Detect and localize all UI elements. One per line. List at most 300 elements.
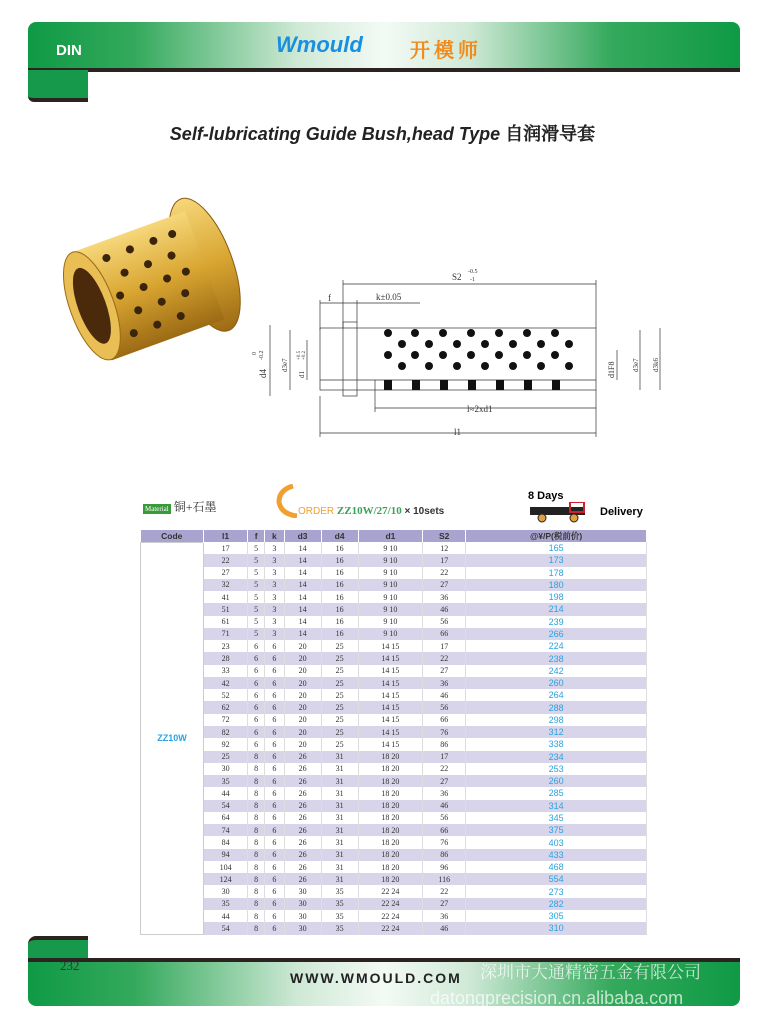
- table-cell: 14 15: [358, 640, 422, 652]
- dim-s2-tol-lower: -1: [470, 277, 475, 283]
- table-row: [141, 701, 647, 713]
- brand-logo: Wmould: [276, 32, 363, 57]
- dim-l: l≈2xd1: [467, 404, 493, 414]
- table-cell: 22: [423, 652, 466, 664]
- price-cell: 468: [466, 861, 647, 873]
- table-cell: 18 20: [358, 775, 422, 787]
- table-row: [141, 898, 647, 910]
- table-cell: 8: [248, 812, 265, 824]
- table-cell: 61: [204, 616, 248, 628]
- table-cell: 5: [248, 579, 265, 591]
- table-cell: 25: [204, 751, 248, 763]
- table-cell: 116: [423, 873, 466, 885]
- watermark-company: 深圳市大通精密五金有限公司: [480, 963, 701, 982]
- table-cell: 8: [248, 800, 265, 812]
- table-cell: 6: [265, 812, 284, 824]
- table-cell: 54: [204, 800, 248, 812]
- table-cell: 18 20: [358, 824, 422, 836]
- table-cell: 8: [248, 910, 265, 922]
- order-label: ORDER: [298, 506, 335, 517]
- price-cell: 345: [466, 812, 647, 824]
- table-cell: 94: [204, 849, 248, 861]
- table-cell: 6: [265, 910, 284, 922]
- table-cell: 35: [204, 898, 248, 910]
- table-cell: 46: [423, 603, 466, 615]
- table-cell: 9 10: [358, 591, 422, 603]
- table-cell: 8: [248, 836, 265, 848]
- table-cell: 26: [284, 787, 321, 799]
- price-cell: 239: [466, 616, 647, 628]
- table-cell: 6: [265, 701, 284, 713]
- table-cell: 25: [321, 738, 358, 750]
- table-cell: 14: [284, 591, 321, 603]
- table-cell: 14: [284, 603, 321, 615]
- table-cell: 31: [321, 824, 358, 836]
- table-cell: 86: [423, 738, 466, 750]
- table-row: [141, 677, 647, 689]
- table-row: [141, 652, 647, 664]
- table-cell: 27: [423, 665, 466, 677]
- table-row: [141, 689, 647, 701]
- table-row: [141, 849, 647, 861]
- table-cell: 18 20: [358, 800, 422, 812]
- table-cell: 6: [265, 824, 284, 836]
- table-cell: 18 20: [358, 836, 422, 848]
- table-cell: 18 20: [358, 751, 422, 763]
- table-cell: 31: [321, 775, 358, 787]
- table-cell: 17: [423, 751, 466, 763]
- price-cell: 310: [466, 922, 647, 934]
- table-cell: 56: [423, 701, 466, 713]
- table-cell: 72: [204, 714, 248, 726]
- column-header: l1: [204, 530, 248, 542]
- table-cell: 35: [321, 910, 358, 922]
- dim-l1: l1: [454, 427, 462, 437]
- price-cell: 264: [466, 689, 647, 701]
- table-cell: 6: [265, 763, 284, 775]
- table-row: [141, 542, 647, 554]
- table-cell: 30: [284, 910, 321, 922]
- table-cell: 22: [423, 763, 466, 775]
- table-cell: 18 20: [358, 873, 422, 885]
- table-cell: 16: [321, 616, 358, 628]
- table-cell: 26: [284, 800, 321, 812]
- price-cell: 260: [466, 775, 647, 787]
- table-cell: 6: [248, 701, 265, 713]
- table-cell: 6: [265, 677, 284, 689]
- table-row: [141, 873, 647, 885]
- table-cell: 25: [321, 714, 358, 726]
- table-cell: 25: [321, 701, 358, 713]
- website-link[interactable]: WWW.WMOULD.COM: [290, 970, 462, 986]
- material-info: [143, 498, 217, 515]
- table-cell: 8: [248, 824, 265, 836]
- price-cell: 165: [466, 542, 647, 554]
- table-cell: 9 10: [358, 628, 422, 640]
- table-cell: 26: [284, 824, 321, 836]
- price-cell: 198: [466, 591, 647, 603]
- page-number: 232: [60, 958, 80, 973]
- table-cell: 25: [321, 726, 358, 738]
- dim-d4-tol-upper: 0: [252, 352, 258, 355]
- table-cell: 6: [265, 714, 284, 726]
- dim-d4-tol-lower: -0.2: [259, 350, 265, 360]
- table-cell: 3: [265, 542, 284, 554]
- table-cell: 26: [284, 751, 321, 763]
- table-cell: 23: [204, 640, 248, 652]
- table-cell: 22 24: [358, 922, 422, 934]
- column-header: @¥/P(税前价): [466, 530, 647, 542]
- price-cell: 403: [466, 836, 647, 848]
- table-cell: 5: [248, 603, 265, 615]
- dim-d1-tol-lower: +0.2: [302, 350, 307, 360]
- table-cell: 14: [284, 567, 321, 579]
- order-qty: × 10sets: [404, 506, 445, 517]
- table-cell: 6: [265, 775, 284, 787]
- table-cell: 16: [321, 542, 358, 554]
- table-cell: 56: [423, 812, 466, 824]
- order-code: ZZ10W/27/10: [336, 505, 402, 517]
- table-cell: 14: [284, 616, 321, 628]
- table-row: [141, 885, 647, 897]
- table-cell: 17: [423, 640, 466, 652]
- table-cell: 20: [284, 689, 321, 701]
- table-cell: 6: [265, 922, 284, 934]
- table-cell: 20: [284, 640, 321, 652]
- table-cell: 35: [321, 885, 358, 897]
- price-cell: 266: [466, 628, 647, 640]
- table-cell: 44: [204, 787, 248, 799]
- table-row: [141, 640, 647, 652]
- table-row: [141, 763, 647, 775]
- table-cell: 27: [423, 579, 466, 591]
- table-cell: 27: [423, 775, 466, 787]
- table-row: [141, 922, 647, 934]
- table-cell: 9 10: [358, 542, 422, 554]
- table-cell: 20: [284, 701, 321, 713]
- header-band: [28, 22, 740, 72]
- table-cell: 14: [284, 579, 321, 591]
- price-cell: 173: [466, 554, 647, 566]
- table-cell: 36: [423, 787, 466, 799]
- table-cell: 6: [265, 873, 284, 885]
- table-cell: 3: [265, 603, 284, 615]
- table-cell: 17: [423, 554, 466, 566]
- table-cell: 16: [321, 603, 358, 615]
- table-cell: 30: [204, 885, 248, 897]
- table-cell: 31: [321, 873, 358, 885]
- table-row: [141, 591, 647, 603]
- dim-f: f: [328, 293, 331, 303]
- table-cell: 22 24: [358, 898, 422, 910]
- price-cell: 338: [466, 738, 647, 750]
- table-cell: 42: [204, 677, 248, 689]
- table-cell: 36: [423, 910, 466, 922]
- table-cell: 14 15: [358, 665, 422, 677]
- table-cell: 14 15: [358, 726, 422, 738]
- table-cell: 25: [321, 677, 358, 689]
- price-cell: 288: [466, 701, 647, 713]
- table-cell: 30: [284, 898, 321, 910]
- material-value: 铜+石墨: [173, 500, 217, 514]
- table-row: [141, 579, 647, 591]
- table-cell: 51: [204, 603, 248, 615]
- table-cell: 3: [265, 591, 284, 603]
- table-cell: 16: [321, 579, 358, 591]
- table-cell: 22 24: [358, 885, 422, 897]
- table-cell: 5: [248, 628, 265, 640]
- dim-d3k6: d3k6: [652, 358, 660, 372]
- table-cell: 8: [248, 787, 265, 799]
- table-cell: 6: [265, 898, 284, 910]
- table-cell: 96: [423, 861, 466, 873]
- table-cell: 6: [248, 726, 265, 738]
- table-cell: 66: [423, 824, 466, 836]
- table-row: [141, 812, 647, 824]
- column-header: f: [248, 530, 265, 542]
- table-row: [141, 861, 647, 873]
- table-cell: 6: [265, 726, 284, 738]
- table-row: [141, 726, 647, 738]
- table-cell: 31: [321, 787, 358, 799]
- table-cell: 6: [265, 665, 284, 677]
- table-cell: 20: [284, 652, 321, 664]
- table-cell: 9 10: [358, 616, 422, 628]
- table-row: [141, 775, 647, 787]
- price-cell: 238: [466, 652, 647, 664]
- price-cell: 253: [466, 763, 647, 775]
- watermark-url: datongprecision.cn.alibaba.com: [430, 988, 684, 1008]
- dim-s2-tol-upper: -0.5: [468, 269, 478, 275]
- table-cell: 8: [248, 751, 265, 763]
- price-cell: 375: [466, 824, 647, 836]
- table-cell: 31: [321, 763, 358, 775]
- price-cell: 178: [466, 567, 647, 579]
- table-cell: 16: [321, 554, 358, 566]
- phone-icon: [275, 484, 299, 518]
- table-cell: 20: [284, 665, 321, 677]
- table-cell: 5: [248, 567, 265, 579]
- table-cell: 6: [265, 800, 284, 812]
- price-cell: 260: [466, 677, 647, 689]
- table-cell: 41: [204, 591, 248, 603]
- table-cell: 30: [284, 885, 321, 897]
- table-cell: 28: [204, 652, 248, 664]
- table-cell: 6: [248, 689, 265, 701]
- table-cell: 14 15: [358, 714, 422, 726]
- column-header: k: [265, 530, 284, 542]
- table-cell: 18 20: [358, 861, 422, 873]
- table-cell: 6: [265, 849, 284, 861]
- table-cell: 5: [248, 616, 265, 628]
- price-cell: 312: [466, 726, 647, 738]
- table-cell: 8: [248, 861, 265, 873]
- table-cell: 5: [248, 554, 265, 566]
- table-cell: 86: [423, 849, 466, 861]
- table-cell: 22 24: [358, 910, 422, 922]
- price-cell: 282: [466, 898, 647, 910]
- dim-d1f8: d1F8: [607, 361, 616, 378]
- table-cell: 3: [265, 567, 284, 579]
- table-row: [141, 554, 647, 566]
- table-row: [141, 714, 647, 726]
- table-cell: 31: [321, 751, 358, 763]
- dim-d3e7-right: d3e7: [632, 358, 640, 372]
- table-cell: 17: [204, 542, 248, 554]
- table-cell: 3: [265, 554, 284, 566]
- table-cell: 20: [284, 714, 321, 726]
- dim-s2: S2: [452, 272, 462, 282]
- table-cell: 26: [284, 775, 321, 787]
- page-title: [0, 120, 765, 146]
- table-cell: 6: [265, 787, 284, 799]
- table-cell: 6: [265, 689, 284, 701]
- table-cell: 18 20: [358, 812, 422, 824]
- table-cell: 22: [423, 567, 466, 579]
- table-cell: 25: [321, 640, 358, 652]
- table-cell: 56: [423, 616, 466, 628]
- table-cell: 14 15: [358, 652, 422, 664]
- table-cell: 74: [204, 824, 248, 836]
- table-cell: 16: [321, 567, 358, 579]
- table-cell: 14 15: [358, 689, 422, 701]
- column-header: d3: [284, 530, 321, 542]
- table-cell: 36: [423, 591, 466, 603]
- dim-d4: d4: [258, 369, 268, 378]
- table-cell: 25: [321, 665, 358, 677]
- table-cell: 8: [248, 775, 265, 787]
- table-cell: 6: [248, 714, 265, 726]
- table-cell: 3: [265, 616, 284, 628]
- price-cell: 314: [466, 800, 647, 812]
- dim-d3e7-left: d3e7: [281, 358, 289, 372]
- table-cell: 35: [321, 898, 358, 910]
- dim-d1: d1: [298, 371, 306, 378]
- table-cell: 6: [265, 652, 284, 664]
- price-cell: 273: [466, 885, 647, 897]
- table-row: [141, 628, 647, 640]
- table-cell: 33: [204, 665, 248, 677]
- price-cell: 224: [466, 640, 647, 652]
- table-cell: 124: [204, 873, 248, 885]
- column-header: Code: [141, 530, 204, 542]
- table-cell: 9 10: [358, 579, 422, 591]
- table-cell: 26: [284, 812, 321, 824]
- table-cell: 32: [204, 579, 248, 591]
- table-cell: 20: [284, 738, 321, 750]
- table-cell: 16: [321, 591, 358, 603]
- table-cell: 54: [204, 922, 248, 934]
- material-badge: Material: [145, 505, 169, 513]
- price-cell: 305: [466, 910, 647, 922]
- table-cell: 3: [265, 579, 284, 591]
- column-header: d4: [321, 530, 358, 542]
- table-cell: 18 20: [358, 763, 422, 775]
- table-row: [141, 665, 647, 677]
- table-row: [141, 787, 647, 799]
- table-cell: 6: [265, 861, 284, 873]
- table-cell: 8: [248, 873, 265, 885]
- price-cell: 234: [466, 751, 647, 763]
- table-cell: 84: [204, 836, 248, 848]
- table-cell: 31: [321, 800, 358, 812]
- dim-d1-tol-upper: +0.5: [297, 350, 302, 360]
- table-cell: 6: [248, 677, 265, 689]
- table-cell: 76: [423, 726, 466, 738]
- table-row: [141, 836, 647, 848]
- table-cell: 20: [284, 726, 321, 738]
- spec-table: [140, 530, 647, 935]
- brand-logo-cn: 开模师: [410, 40, 482, 62]
- dim-k: k±0.05: [376, 292, 402, 302]
- column-header: S2: [423, 530, 466, 542]
- delivery-label: Delivery: [600, 506, 643, 518]
- delivery-days: 8 Days: [528, 490, 564, 502]
- table-cell: 26: [284, 763, 321, 775]
- table-cell: 5: [248, 542, 265, 554]
- table-cell: 62: [204, 701, 248, 713]
- table-cell: 44: [204, 910, 248, 922]
- table-cell: 52: [204, 689, 248, 701]
- table-cell: 35: [321, 922, 358, 934]
- product-image: [50, 190, 250, 395]
- table-cell: 9 10: [358, 554, 422, 566]
- table-row: [141, 738, 647, 750]
- order-example: [298, 505, 444, 517]
- table-cell: 76: [423, 836, 466, 848]
- table-cell: 82: [204, 726, 248, 738]
- table-cell: 64: [204, 812, 248, 824]
- table-cell: 31: [321, 836, 358, 848]
- table-row: [141, 910, 647, 922]
- table-cell: 31: [321, 812, 358, 824]
- code-cell: ZZ10W: [141, 542, 204, 935]
- price-cell: 180: [466, 579, 647, 591]
- price-cell: 242: [466, 665, 647, 677]
- table-cell: 71: [204, 628, 248, 640]
- price-cell: 214: [466, 603, 647, 615]
- section-label: DIN: [56, 42, 82, 59]
- table-cell: 6: [248, 665, 265, 677]
- table-cell: 14 15: [358, 701, 422, 713]
- price-cell: 285: [466, 787, 647, 799]
- table-cell: 8: [248, 885, 265, 897]
- price-cell: 554: [466, 873, 647, 885]
- table-cell: 26: [284, 861, 321, 873]
- table-cell: 9 10: [358, 567, 422, 579]
- column-header: d1: [358, 530, 422, 542]
- table-cell: 18 20: [358, 849, 422, 861]
- table-cell: 6: [265, 885, 284, 897]
- table-cell: 36: [423, 677, 466, 689]
- table-cell: 30: [204, 763, 248, 775]
- table-cell: 30: [284, 922, 321, 934]
- table-cell: 31: [321, 861, 358, 873]
- table-cell: 5: [248, 591, 265, 603]
- table-cell: 35: [204, 775, 248, 787]
- price-cell: 298: [466, 714, 647, 726]
- table-cell: 3: [265, 628, 284, 640]
- table-cell: 6: [248, 738, 265, 750]
- table-row: [141, 800, 647, 812]
- table-cell: 25: [321, 652, 358, 664]
- table-row: [141, 616, 647, 628]
- table-cell: 14: [284, 554, 321, 566]
- price-cell: 433: [466, 849, 647, 861]
- table-row: [141, 567, 647, 579]
- table-cell: 12: [423, 542, 466, 554]
- table-cell: 14: [284, 542, 321, 554]
